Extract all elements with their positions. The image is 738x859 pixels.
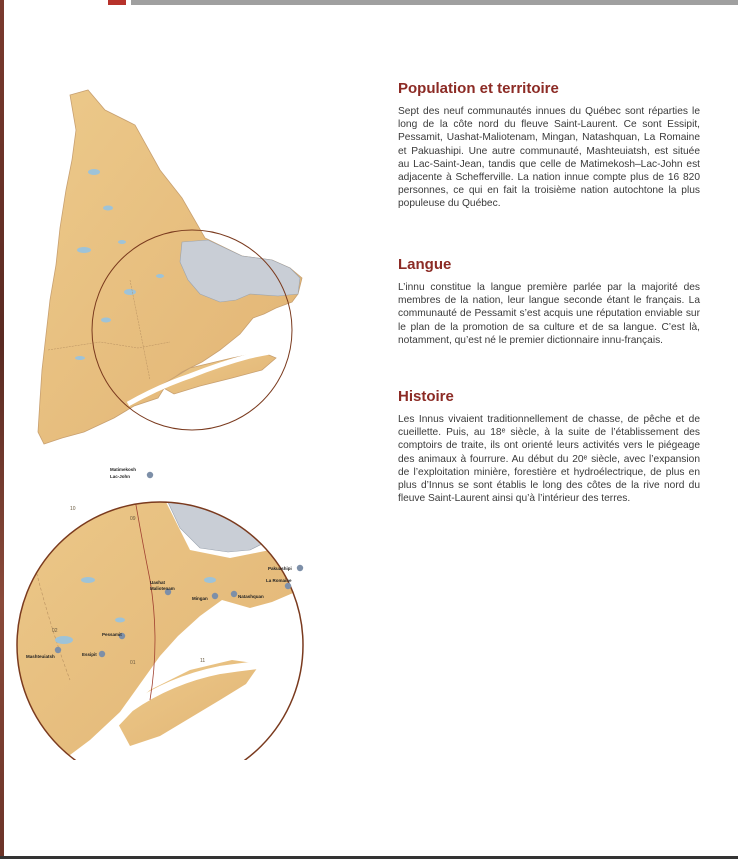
label-matimekosh: Matimekosh [110, 467, 137, 472]
section-histoire [398, 388, 700, 521]
label-lac-john: Lac-John [110, 474, 131, 479]
heading-population-et-territoire: Population et territoire [398, 80, 559, 97]
marker-pakuashipi [297, 565, 303, 571]
heading-langue: Langue [398, 256, 452, 273]
marker-matimekosh [147, 472, 153, 478]
region-10: 10 [70, 506, 76, 512]
top-gray-bar [131, 0, 738, 5]
left-decorative-border [0, 0, 4, 859]
label-natashquan: Natashquan [238, 594, 264, 599]
text-column [398, 80, 700, 505]
marker-essipit [99, 651, 105, 657]
label-mashteuiatsh: Mashteuiatsh [26, 654, 55, 659]
marker-mashteuiatsh [55, 647, 61, 653]
marker-la-romaine [285, 583, 291, 589]
marker-mingan [212, 593, 218, 599]
label-essipit: Essipit [82, 652, 97, 657]
section-langue [398, 256, 700, 363]
label-maliotenam: Maliotenam [150, 586, 175, 591]
region-09: 09 [130, 516, 136, 522]
label-pessamit: Pessamit [102, 632, 122, 637]
section-population [398, 80, 700, 211]
label-mingan: Mingan [192, 596, 208, 601]
top-red-accent [108, 0, 126, 5]
paragraph-histoire: Les Innus vivaient traditionnellement de chasse, de pêche et de cueillette. Puis, au 18ᵉ siècle, à la suite de l’établissement des comptoirs de traite, ils ont orienté leurs activités vers le piégeage des animaux à fourrure. Au début du 20ᵉ siècle, avec l’expansion de l’exploitation minière, forestière et hydroélectrique, de plus en plus d’Innus se sont établis le long des côtes de la rive nord du fleuve Saint-Laurent ainsi qu’à l’intérieur des terres. [398, 414, 700, 505]
label-pakuashipi: Pakuashipi [268, 566, 292, 571]
innu-communities-zoom-map [10, 460, 310, 760]
paragraph-langue: L’innu constitue la langue première parlée par la majorité des membres de la nation, leur langue seconde étant le français. La communauté de Pessamit s’est acquis une réputation enviable sur le plan de la promotion de sa culture et de sa langue. C’est là, notamment, qu’est né le premier dictionnaire innu-français. [398, 282, 700, 346]
region-11: 11 [200, 658, 206, 664]
map-area [10, 80, 310, 765]
marker-natashquan [231, 591, 237, 597]
region-02: 02 [52, 628, 58, 634]
label-uashat: Uashat [150, 580, 166, 585]
heading-histoire: Histoire [398, 388, 454, 405]
label-la-romaine: La Romaine [266, 578, 292, 583]
paragraph-population: Sept des neuf communautés innues du Québec sont réparties le long de la côte nord du fleuve Saint-Laurent. Ce sont Essipit, Pessamit, Uashat-Maliotenam, Mingan, Natashquan, La Romaine et Pakuashipi. Une autre communauté, Mashteuiatsh, est située au Lac-Saint-Jean, tandis que celle de Matimekosh–Lac-John est adjacente à Schefferville. La nation innue compte plus de 16 820 personnes, ce qui en fait la troisième nation autochtone la plus populeuse du Québec. [398, 106, 700, 210]
quebec-overview-map [38, 90, 302, 444]
region-01: 01 [130, 660, 136, 666]
quebec-maps [10, 80, 310, 760]
